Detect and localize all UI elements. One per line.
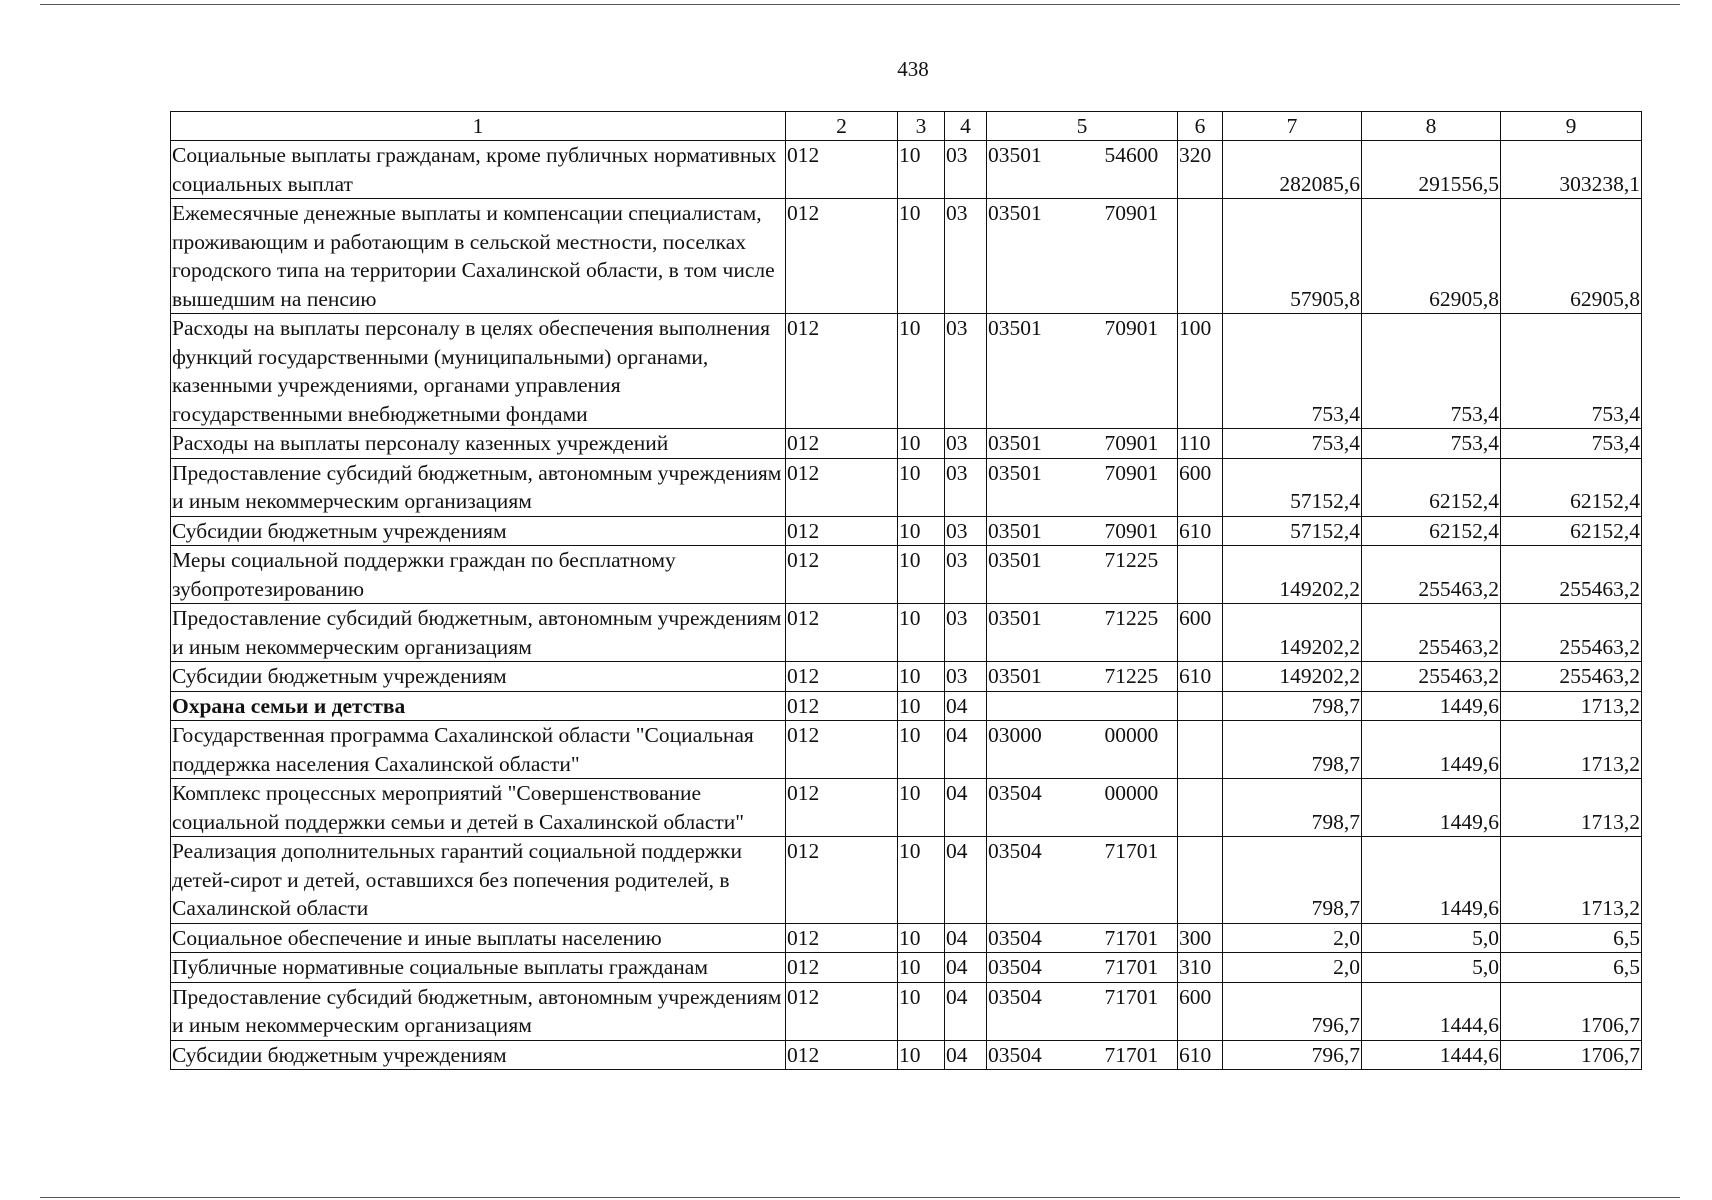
subsection-code-cell: 04 [945,982,987,1040]
program-code-cell [987,691,1071,721]
direction-code-cell: 71701 [1071,953,1178,983]
header-cell: 1 [171,112,786,141]
amount-col8-cell: 62152,4 [1362,516,1501,546]
direction-code-cell: 70901 [1071,429,1178,459]
grbs-code-cell: 012 [786,837,898,924]
subsection-code-cell: 04 [945,923,987,953]
section-code-cell: 10 [898,691,945,721]
header-row [171,112,1642,141]
direction-code-cell: 00000 [1071,721,1178,779]
row-name-cell: Социальное обеспечение и иные выплаты населению [171,923,786,953]
program-code-cell: 03501 [987,662,1071,692]
row-name-cell: Реализация дополнительных гарантий социальной поддержки детей-сирот и детей, оставшихся без попечения родителей, в Сахалинской области [171,837,786,924]
amount-col8-cell: 1449,6 [1362,837,1501,924]
amount-col8-cell: 1444,6 [1362,982,1501,1040]
header-cell: 8 [1362,112,1501,141]
grbs-code-cell: 012 [786,429,898,459]
direction-code-cell: 00000 [1071,779,1178,837]
direction-code-cell: 71701 [1071,837,1178,924]
amount-col9-cell: 753,4 [1501,314,1642,429]
expense-type-cell: 610 [1178,662,1223,692]
amount-col9-cell: 62152,4 [1501,516,1642,546]
subsection-code-cell: 04 [945,837,987,924]
amount-col9-cell: 6,5 [1501,953,1642,983]
expense-type-cell: 600 [1178,604,1223,662]
amount-col9-cell: 1713,2 [1501,721,1642,779]
amount-col9-cell: 303238,1 [1501,141,1642,199]
amount-col8-cell: 255463,2 [1362,604,1501,662]
amount-col7-cell: 753,4 [1223,429,1362,459]
amount-col9-cell: 1713,2 [1501,779,1642,837]
amount-col9-cell: 6,5 [1501,923,1642,953]
grbs-code-cell: 012 [786,721,898,779]
grbs-code-cell: 012 [786,458,898,516]
grbs-code-cell: 012 [786,314,898,429]
header-cell: 4 [945,112,987,141]
table-row [171,458,1642,516]
section-code-cell: 10 [898,546,945,604]
direction-code-cell: 70901 [1071,458,1178,516]
section-code-cell: 10 [898,837,945,924]
row-name-cell: Меры социальной поддержки граждан по бесплатному зубопротезированию [171,546,786,604]
amount-col9-cell: 1706,7 [1501,1040,1642,1070]
table-row [171,516,1642,546]
header-cell: 3 [898,112,945,141]
amount-col7-cell: 798,7 [1223,837,1362,924]
amount-col8-cell: 5,0 [1362,953,1501,983]
expense-type-cell [1178,199,1223,314]
program-code-cell: 03504 [987,837,1071,924]
amount-col7-cell: 149202,2 [1223,604,1362,662]
grbs-code-cell: 012 [786,546,898,604]
program-code-cell: 03504 [987,982,1071,1040]
subsection-code-cell: 04 [945,953,987,983]
table-row [171,1040,1642,1070]
page-number: 438 [897,57,929,81]
row-name-cell: Расходы на выплаты персоналу в целях обеспечения выполнения функций государственными (муниципальными) органами, казенными учреждениями, органами управления государственными внебюджетными фондами [171,314,786,429]
amount-col7-cell: 798,7 [1223,721,1362,779]
program-code-cell: 03504 [987,953,1071,983]
section-code-cell: 10 [898,779,945,837]
program-code-cell: 03504 [987,779,1071,837]
program-code-cell: 03501 [987,141,1071,199]
direction-code-cell: 70901 [1071,199,1178,314]
section-code-cell: 10 [898,199,945,314]
section-code-cell: 10 [898,604,945,662]
direction-code-cell: 54600 [1071,141,1178,199]
amount-col8-cell: 1449,6 [1362,721,1501,779]
expense-type-cell [1178,721,1223,779]
amount-col7-cell: 149202,2 [1223,546,1362,604]
expense-type-cell [1178,546,1223,604]
subsection-code-cell: 03 [945,141,987,199]
table-row [171,662,1642,692]
amount-col8-cell: 291556,5 [1362,141,1501,199]
program-code-cell: 03501 [987,546,1071,604]
amount-col8-cell: 753,4 [1362,314,1501,429]
program-code-cell: 03504 [987,923,1071,953]
scan-top-edge [40,4,1680,5]
direction-code-cell: 71701 [1071,982,1178,1040]
program-code-cell: 03501 [987,516,1071,546]
table-row [171,604,1642,662]
direction-code-cell: 71225 [1071,546,1178,604]
section-code-cell: 10 [898,982,945,1040]
section-code-cell: 10 [898,516,945,546]
expense-type-cell [1178,779,1223,837]
amount-col8-cell: 5,0 [1362,923,1501,953]
program-code-cell: 03000 [987,721,1071,779]
amount-col7-cell: 2,0 [1223,923,1362,953]
header-cell: 2 [786,112,898,141]
table-row [171,721,1642,779]
direction-code-cell: 71701 [1071,923,1178,953]
table-row [171,141,1642,199]
grbs-code-cell: 012 [786,779,898,837]
row-name-cell: Субсидии бюджетным учреждениям [171,516,786,546]
direction-code-cell [1071,691,1178,721]
amount-col7-cell: 57152,4 [1223,458,1362,516]
row-name-cell: Ежемесячные денежные выплаты и компенсации специалистам, проживающим и работающим в сельской местности, поселках городского типа на территории Сахалинской области, в том числе вышедшим на пенсию [171,199,786,314]
amount-col9-cell: 255463,2 [1501,604,1642,662]
amount-col9-cell: 1713,2 [1501,691,1642,721]
program-code-cell: 03501 [987,458,1071,516]
amount-col9-cell: 62152,4 [1501,458,1642,516]
section-code-cell: 10 [898,314,945,429]
amount-col7-cell: 753,4 [1223,314,1362,429]
expense-type-cell: 100 [1178,314,1223,429]
row-name-cell: Государственная программа Сахалинской области "Социальная поддержка населения Сахалинской области" [171,721,786,779]
table-body [171,141,1642,1070]
expense-type-cell [1178,691,1223,721]
amount-col7-cell: 149202,2 [1223,662,1362,692]
amount-col7-cell: 282085,6 [1223,141,1362,199]
table-row [171,837,1642,924]
direction-code-cell: 70901 [1071,516,1178,546]
header-cell: 9 [1501,112,1642,141]
table-row [171,691,1642,721]
expense-type-cell: 300 [1178,923,1223,953]
subsection-code-cell: 03 [945,458,987,516]
subsection-code-cell: 03 [945,662,987,692]
direction-code-cell: 70901 [1071,314,1178,429]
expense-type-cell: 600 [1178,982,1223,1040]
amount-col8-cell: 753,4 [1362,429,1501,459]
row-name-cell: Предоставление субсидий бюджетным, автономным учреждениям и иным некоммерческим организациям [171,982,786,1040]
amount-col8-cell: 1444,6 [1362,1040,1501,1070]
expense-type-cell [1178,837,1223,924]
grbs-code-cell: 012 [786,953,898,983]
table-row [171,953,1642,983]
row-name-cell: Предоставление субсидий бюджетным, автономным учреждениям и иным некоммерческим организациям [171,604,786,662]
amount-col8-cell: 1449,6 [1362,691,1501,721]
subsection-code-cell: 03 [945,199,987,314]
table-row [171,982,1642,1040]
section-code-cell: 10 [898,1040,945,1070]
grbs-code-cell: 012 [786,691,898,721]
amount-col7-cell: 796,7 [1223,982,1362,1040]
header-cell: 5 [987,112,1178,141]
table-row [171,199,1642,314]
amount-col9-cell: 753,4 [1501,429,1642,459]
grbs-code-cell: 012 [786,199,898,314]
program-code-cell: 03501 [987,199,1071,314]
expense-type-cell: 610 [1178,516,1223,546]
row-name-cell: Комплекс процессных мероприятий "Совершенствование социальной поддержки семьи и детей в Сахалинской области" [171,779,786,837]
subsection-code-cell: 03 [945,314,987,429]
expense-type-cell: 610 [1178,1040,1223,1070]
section-code-cell: 10 [898,923,945,953]
program-code-cell: 03501 [987,314,1071,429]
row-name-cell: Социальные выплаты гражданам, кроме публичных нормативных социальных выплат [171,141,786,199]
direction-code-cell: 71225 [1071,604,1178,662]
subsection-code-cell: 03 [945,429,987,459]
scan-bottom-edge [40,1197,1680,1198]
grbs-code-cell: 012 [786,516,898,546]
row-name-cell: Предоставление субсидий бюджетным, автономным учреждениям и иным некоммерческим организациям [171,458,786,516]
grbs-code-cell: 012 [786,604,898,662]
grbs-code-cell: 012 [786,923,898,953]
section-code-cell: 10 [898,141,945,199]
header-cell: 6 [1178,112,1223,141]
table-row [171,923,1642,953]
expense-type-cell: 600 [1178,458,1223,516]
grbs-code-cell: 012 [786,141,898,199]
row-name-cell: Расходы на выплаты персоналу казенных учреждений [171,429,786,459]
table-row [171,314,1642,429]
subsection-code-cell: 04 [945,1040,987,1070]
section-code-cell: 10 [898,953,945,983]
section-code-cell: 10 [898,721,945,779]
grbs-code-cell: 012 [786,662,898,692]
expense-type-cell: 320 [1178,141,1223,199]
expense-type-cell: 110 [1178,429,1223,459]
row-name-cell: Субсидии бюджетным учреждениям [171,1040,786,1070]
amount-col8-cell: 1449,6 [1362,779,1501,837]
subsection-code-cell: 04 [945,721,987,779]
amount-col8-cell: 255463,2 [1362,662,1501,692]
subsection-code-cell: 03 [945,546,987,604]
row-name-cell: Охрана семьи и детства [171,691,786,721]
section-code-cell: 10 [898,429,945,459]
amount-col7-cell: 2,0 [1223,953,1362,983]
amount-col9-cell: 1706,7 [1501,982,1642,1040]
program-code-cell: 03501 [987,604,1071,662]
subsection-code-cell: 03 [945,604,987,662]
amount-col7-cell: 57152,4 [1223,516,1362,546]
expense-type-cell: 310 [1178,953,1223,983]
subsection-code-cell: 03 [945,516,987,546]
amount-col7-cell: 798,7 [1223,779,1362,837]
header-cell: 7 [1223,112,1362,141]
amount-col8-cell: 62905,8 [1362,199,1501,314]
amount-col7-cell: 796,7 [1223,1040,1362,1070]
section-code-cell: 10 [898,662,945,692]
amount-col7-cell: 57905,8 [1223,199,1362,314]
grbs-code-cell: 012 [786,982,898,1040]
amount-col9-cell: 255463,2 [1501,546,1642,604]
table-row [171,546,1642,604]
amount-col9-cell: 1713,2 [1501,837,1642,924]
budget-table [170,111,1642,1070]
program-code-cell: 03504 [987,1040,1071,1070]
section-code-cell: 10 [898,458,945,516]
amount-col8-cell: 255463,2 [1362,546,1501,604]
direction-code-cell: 71225 [1071,662,1178,692]
direction-code-cell: 71701 [1071,1040,1178,1070]
subsection-code-cell: 04 [945,691,987,721]
subsection-code-cell: 04 [945,779,987,837]
amount-col9-cell: 62905,8 [1501,199,1642,314]
program-code-cell: 03501 [987,429,1071,459]
row-name-cell: Публичные нормативные социальные выплаты гражданам [171,953,786,983]
amount-col7-cell: 798,7 [1223,691,1362,721]
amount-col9-cell: 255463,2 [1501,662,1642,692]
row-name-cell: Субсидии бюджетным учреждениям [171,662,786,692]
table-row [171,779,1642,837]
grbs-code-cell: 012 [786,1040,898,1070]
amount-col8-cell: 62152,4 [1362,458,1501,516]
table-row [171,429,1642,459]
